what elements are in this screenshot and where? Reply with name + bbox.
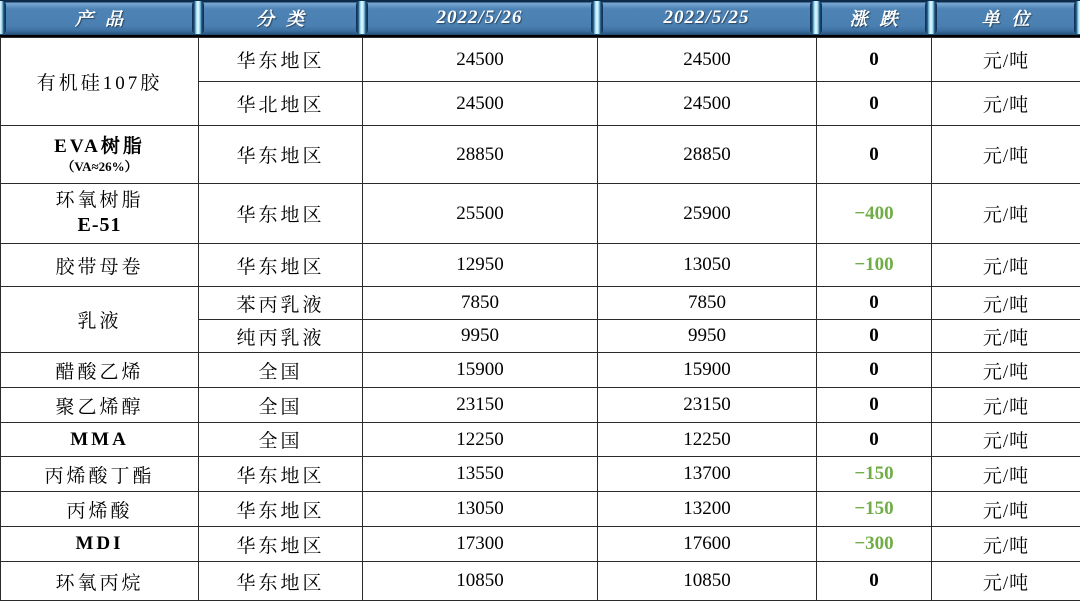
category-cell: 华东地区: [199, 527, 363, 562]
price-0525-cell: 15900: [598, 353, 817, 388]
price-0525-cell: 17600: [598, 527, 817, 562]
unit-cell: 元/吨: [932, 244, 1080, 287]
price-0526-cell: 15900: [363, 353, 598, 388]
price-0525-cell: 23150: [598, 388, 817, 423]
table-row: [1, 287, 1080, 320]
table-row: [1, 492, 1080, 527]
table-row: [1, 562, 1080, 601]
category-cell: 全国: [199, 388, 363, 423]
table-row: [1, 244, 1080, 287]
price-0525-cell: 13200: [598, 492, 817, 527]
product-cell: 胶带母卷: [1, 244, 199, 287]
product-name: 环氧树脂: [55, 190, 144, 212]
table-row: [1, 353, 1080, 388]
price-0525-cell: 7850: [598, 287, 817, 320]
header-divider-icon: [0, 1, 6, 34]
price-0526-cell: 10850: [363, 562, 598, 601]
unit-cell: 元/吨: [932, 184, 1080, 244]
unit-cell: 元/吨: [932, 320, 1080, 353]
price-0526-cell: 13550: [363, 457, 598, 492]
product-cell: MDI: [1, 527, 199, 562]
category-cell: 华东地区: [199, 38, 363, 82]
table-row: [1, 388, 1080, 423]
change-cell: 0: [817, 126, 932, 184]
header-divider-icon: [192, 1, 204, 34]
product-cell: 丙烯酸: [1, 492, 199, 527]
category-cell: 华东地区: [199, 184, 363, 244]
category-cell: 华东地区: [199, 457, 363, 492]
price-0526-cell: 9950: [363, 320, 598, 353]
price-0526-cell: 24500: [363, 38, 598, 82]
category-cell: 华东地区: [199, 126, 363, 184]
table-row: [1, 527, 1080, 562]
price-0525-cell: 10850: [598, 562, 817, 601]
product-cell: MMA: [1, 423, 199, 457]
category-cell: 纯丙乳液: [199, 320, 363, 353]
product-cell: 乳液: [1, 287, 199, 353]
price-0526-cell: 24500: [363, 82, 598, 126]
product-subtitle: E-51: [77, 213, 122, 236]
product-cell: [1, 184, 199, 244]
category-cell: 华东地区: [199, 492, 363, 527]
product-cell: 环氧丙烷: [1, 562, 199, 601]
price-0526-cell: 13050: [363, 492, 598, 527]
header-divider-icon: [1074, 1, 1080, 34]
header-divider-icon: [925, 1, 937, 34]
change-cell: 0: [817, 388, 932, 423]
price-0525-cell: 9950: [598, 320, 817, 353]
price-0526-cell: 12950: [363, 244, 598, 287]
product-cell: 醋酸乙烯: [1, 353, 199, 388]
header-cell-category: 分类: [256, 8, 316, 29]
category-cell: 全国: [199, 423, 363, 457]
change-cell: −150: [817, 492, 932, 527]
price-0526-cell: 17300: [363, 527, 598, 562]
header-cell-date-0525: 2022/5/25: [663, 6, 750, 28]
category-cell: 全国: [199, 353, 363, 388]
header-cell-date-0526: 2022/5/26: [436, 6, 523, 28]
table-row: [1, 457, 1080, 492]
table-header-row: [0, 0, 1080, 37]
change-cell: 0: [817, 82, 932, 126]
change-cell: 0: [817, 423, 932, 457]
product-subtitle: （VA≈26%）: [61, 158, 138, 174]
change-cell: 0: [817, 562, 932, 601]
table-row: [1, 423, 1080, 457]
table-row: [1, 184, 1080, 244]
unit-cell: 元/吨: [932, 82, 1080, 126]
category-cell: 华北地区: [199, 82, 363, 126]
unit-cell: 元/吨: [932, 126, 1080, 184]
change-cell: −150: [817, 457, 932, 492]
unit-cell: 元/吨: [932, 492, 1080, 527]
product-cell: 聚乙烯醇: [1, 388, 199, 423]
price-0525-cell: 24500: [598, 38, 817, 82]
price-0525-cell: 13050: [598, 244, 817, 287]
category-cell: 苯丙乳液: [199, 287, 363, 320]
change-cell: −400: [817, 184, 932, 244]
unit-cell: 元/吨: [932, 457, 1080, 492]
price-0526-cell: 28850: [363, 126, 598, 184]
price-0525-cell: 25900: [598, 184, 817, 244]
unit-cell: 元/吨: [932, 527, 1080, 562]
price-0525-cell: 12250: [598, 423, 817, 457]
change-cell: 0: [817, 287, 932, 320]
change-cell: −300: [817, 527, 932, 562]
unit-cell: 元/吨: [932, 423, 1080, 457]
price-0526-cell: 7850: [363, 287, 598, 320]
change-cell: 0: [817, 320, 932, 353]
product-cell: 有机硅107胶: [1, 38, 199, 126]
change-cell: −100: [817, 244, 932, 287]
unit-cell: 元/吨: [932, 38, 1080, 82]
product-cell: [1, 126, 199, 184]
header-divider-icon: [356, 1, 368, 34]
unit-cell: 元/吨: [932, 388, 1080, 423]
header-cell-unit: 单位: [981, 8, 1042, 29]
price-0525-cell: 24500: [598, 82, 817, 126]
header-cell-change: 涨跌: [849, 8, 910, 29]
price-0526-cell: 12250: [363, 423, 598, 457]
product-cell: 丙烯酸丁酯: [1, 457, 199, 492]
price-0526-cell: 23150: [363, 388, 598, 423]
change-cell: 0: [817, 38, 932, 82]
change-cell: 0: [817, 353, 932, 388]
price-0525-cell: 28850: [598, 126, 817, 184]
header-divider-icon: [810, 1, 822, 34]
price-0525-cell: 13700: [598, 457, 817, 492]
price-0526-cell: 25500: [363, 184, 598, 244]
unit-cell: 元/吨: [932, 353, 1080, 388]
price-table: [0, 37, 1080, 601]
category-cell: 华东地区: [199, 562, 363, 601]
unit-cell: 元/吨: [932, 287, 1080, 320]
category-cell: 华东地区: [199, 244, 363, 287]
product-name: EVA树脂: [54, 135, 145, 157]
table-row: [1, 126, 1080, 184]
unit-cell: 元/吨: [932, 562, 1080, 601]
header-divider-icon: [591, 1, 603, 34]
header-cell-product: 产品: [75, 8, 135, 29]
table-row: [1, 38, 1080, 82]
